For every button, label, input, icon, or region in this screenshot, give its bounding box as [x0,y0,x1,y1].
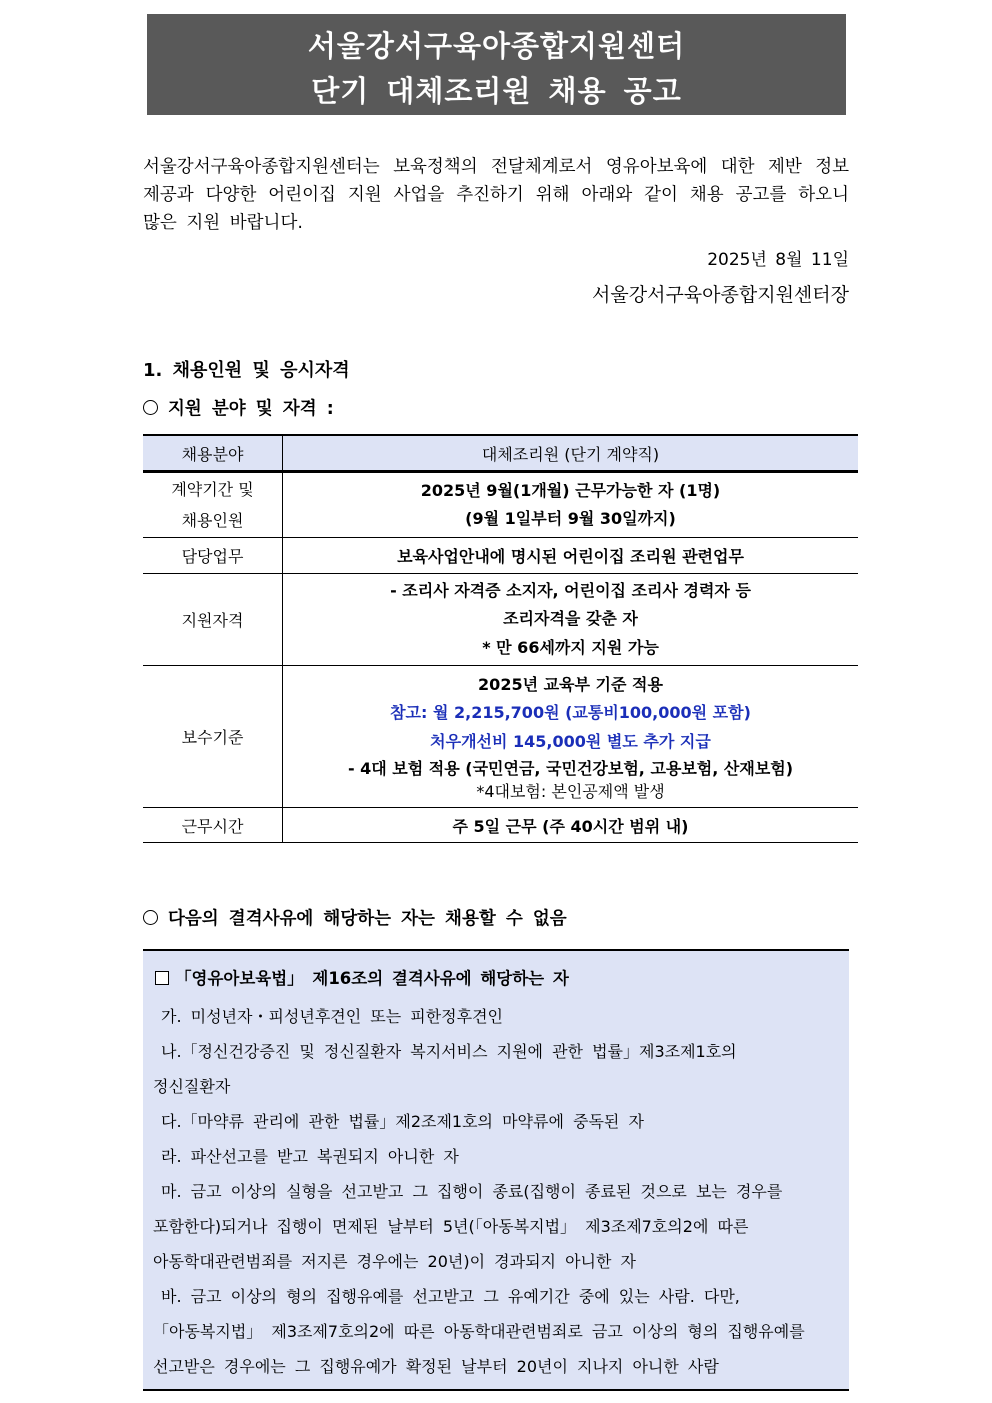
section-1-subtitle [143,395,334,420]
list-item: 선고받은 경우에는 그 집행유예가 확정된 날부터 20년이 지나지 아니한 사람 [153,1357,719,1376]
pay-value [283,666,859,808]
title-line-1: 서울강서구육아종합지원센터 [307,29,686,63]
qual-value [283,574,859,666]
disqualification-heading-text: 「영유아보육법」 제16조의 결격사유에 해당하는 자 [175,969,569,988]
signer: 서울강서구육아종합지원센터장 [592,284,849,306]
disqualification-heading [155,965,569,989]
list-item: 라. 파산선고를 받고 복권되지 아니한 자 [161,1147,459,1166]
list-item: 마. 금고 이상의 실형을 선고받고 그 집행이 종료(집행이 종료된 것으로 보는 경우를 [161,1182,783,1201]
pay-line-4: - 4대 보험 적용 (국민연금, 국민건강보험, 고용보험, 산재보험) [347,759,794,779]
hours-value: 주 5일 근무 (주 40시간 범위 내) [283,808,859,843]
duty-label: 담당업무 [143,538,283,574]
list-item: 다.「마약류 관리에 관한 법률」제2조제1호의 마약류에 중독된 자 [161,1112,644,1131]
header-value: 대체조리원 (단기 계약직) [283,435,859,472]
disqualification-list [143,999,843,1384]
table-row [143,574,858,666]
intro-text: 서울강서구육아종합지원센터는 보육정책의 전달체계로서 영유아보육에 대한 제반 정보 제공과 다양한 어린이집 지원 사업을 추진하기 위해 아래와 같이 채용 공고를 하오니 많은 지원 바랍니다. [143,157,849,233]
list-item: 나.「정신건강증진 및 정신질환자 복지서비스 지원에 관한 법률」제3조제1호의 [161,1042,737,1061]
pay-line-2: 참고: 월 2,215,700원 (교통비100,000원 포함) [390,703,751,723]
table-row [143,538,858,574]
list-item: 아동학대관련범죄를 저지른 경우에는 20년)이 경과되지 아니한 자 [153,1252,636,1271]
intro-paragraph [143,153,849,237]
qual-line-1: - 조리사 자격증 소지자, 어린이집 조리사 경력자 등 [390,580,751,600]
pay-line-3: 처우개선비 145,000원 별도 추가 지급 [430,731,711,751]
duty-value: 보육사업안내에 명시된 어린이집 조리원 관련업무 [283,538,859,574]
period-label-2: 채용인원 [181,511,244,530]
list-item: 포함한다)되거나 집행이 면제된 날부터 5년(「아동복지법」 제3조제7호의2에 따른 [153,1217,749,1236]
title-banner [147,14,846,115]
title-line-2: 단기 대체조리원 채용 공고 [311,74,682,108]
period-line-2: (9월 1일부터 9월 30일까지) [465,509,676,528]
table-row [143,808,858,843]
section-1-title: 1. 채용인원 및 응시자격 [143,360,350,381]
list-item: 정신질환자 [153,1077,231,1096]
table-header-row [143,435,858,472]
announcement-date: 2025년 8월 11일 [707,250,849,270]
section-2-subtitle-text: 다음의 결격사유에 해당하는 자는 채용할 수 없음 [168,909,567,929]
table-row [143,472,858,538]
qual-label: 지원자격 [143,574,283,666]
header-label: 채용분야 [143,435,283,472]
list-item: 「아동복지법」 제3조제7호의2에 따른 아동학대관련범죄로 금고 이상의 형의 집행유예를 [153,1322,805,1341]
disqualification-box [143,949,849,1391]
qual-line-3: * 만 66세까지 지원 가능 [482,637,659,657]
hours-label: 근무시간 [143,808,283,843]
qual-line-2: 조리자격을 갖춘 자 [503,609,638,629]
period-line-1: 2025년 9월(1개월) 근무가능한 자 (1명) [420,480,721,500]
checkbox-square-icon [155,971,169,985]
section-2-subtitle [143,905,567,930]
recruitment-table [143,434,858,843]
list-item: 바. 금고 이상의 형의 집행유예를 선고받고 그 유예기간 중에 있는 사람. 다만, [161,1287,740,1306]
period-value [283,472,859,538]
list-item: 가. 미성년자・피성년후견인 또는 피한정후견인 [161,1007,504,1026]
circle-bullet-icon [143,910,158,925]
section-1-subtitle-text: 지원 분야 및 자격 : [168,399,334,419]
period-label-1: 계약기간 및 [171,480,254,499]
pay-label: 보수기준 [143,666,283,808]
period-label [143,472,283,538]
circle-bullet-icon [143,400,158,415]
table-row [143,666,858,808]
pay-line-5: *4대보험: 본인공제액 발생 [476,782,665,802]
pay-line-1: 2025년 교육부 기준 적용 [478,674,663,694]
